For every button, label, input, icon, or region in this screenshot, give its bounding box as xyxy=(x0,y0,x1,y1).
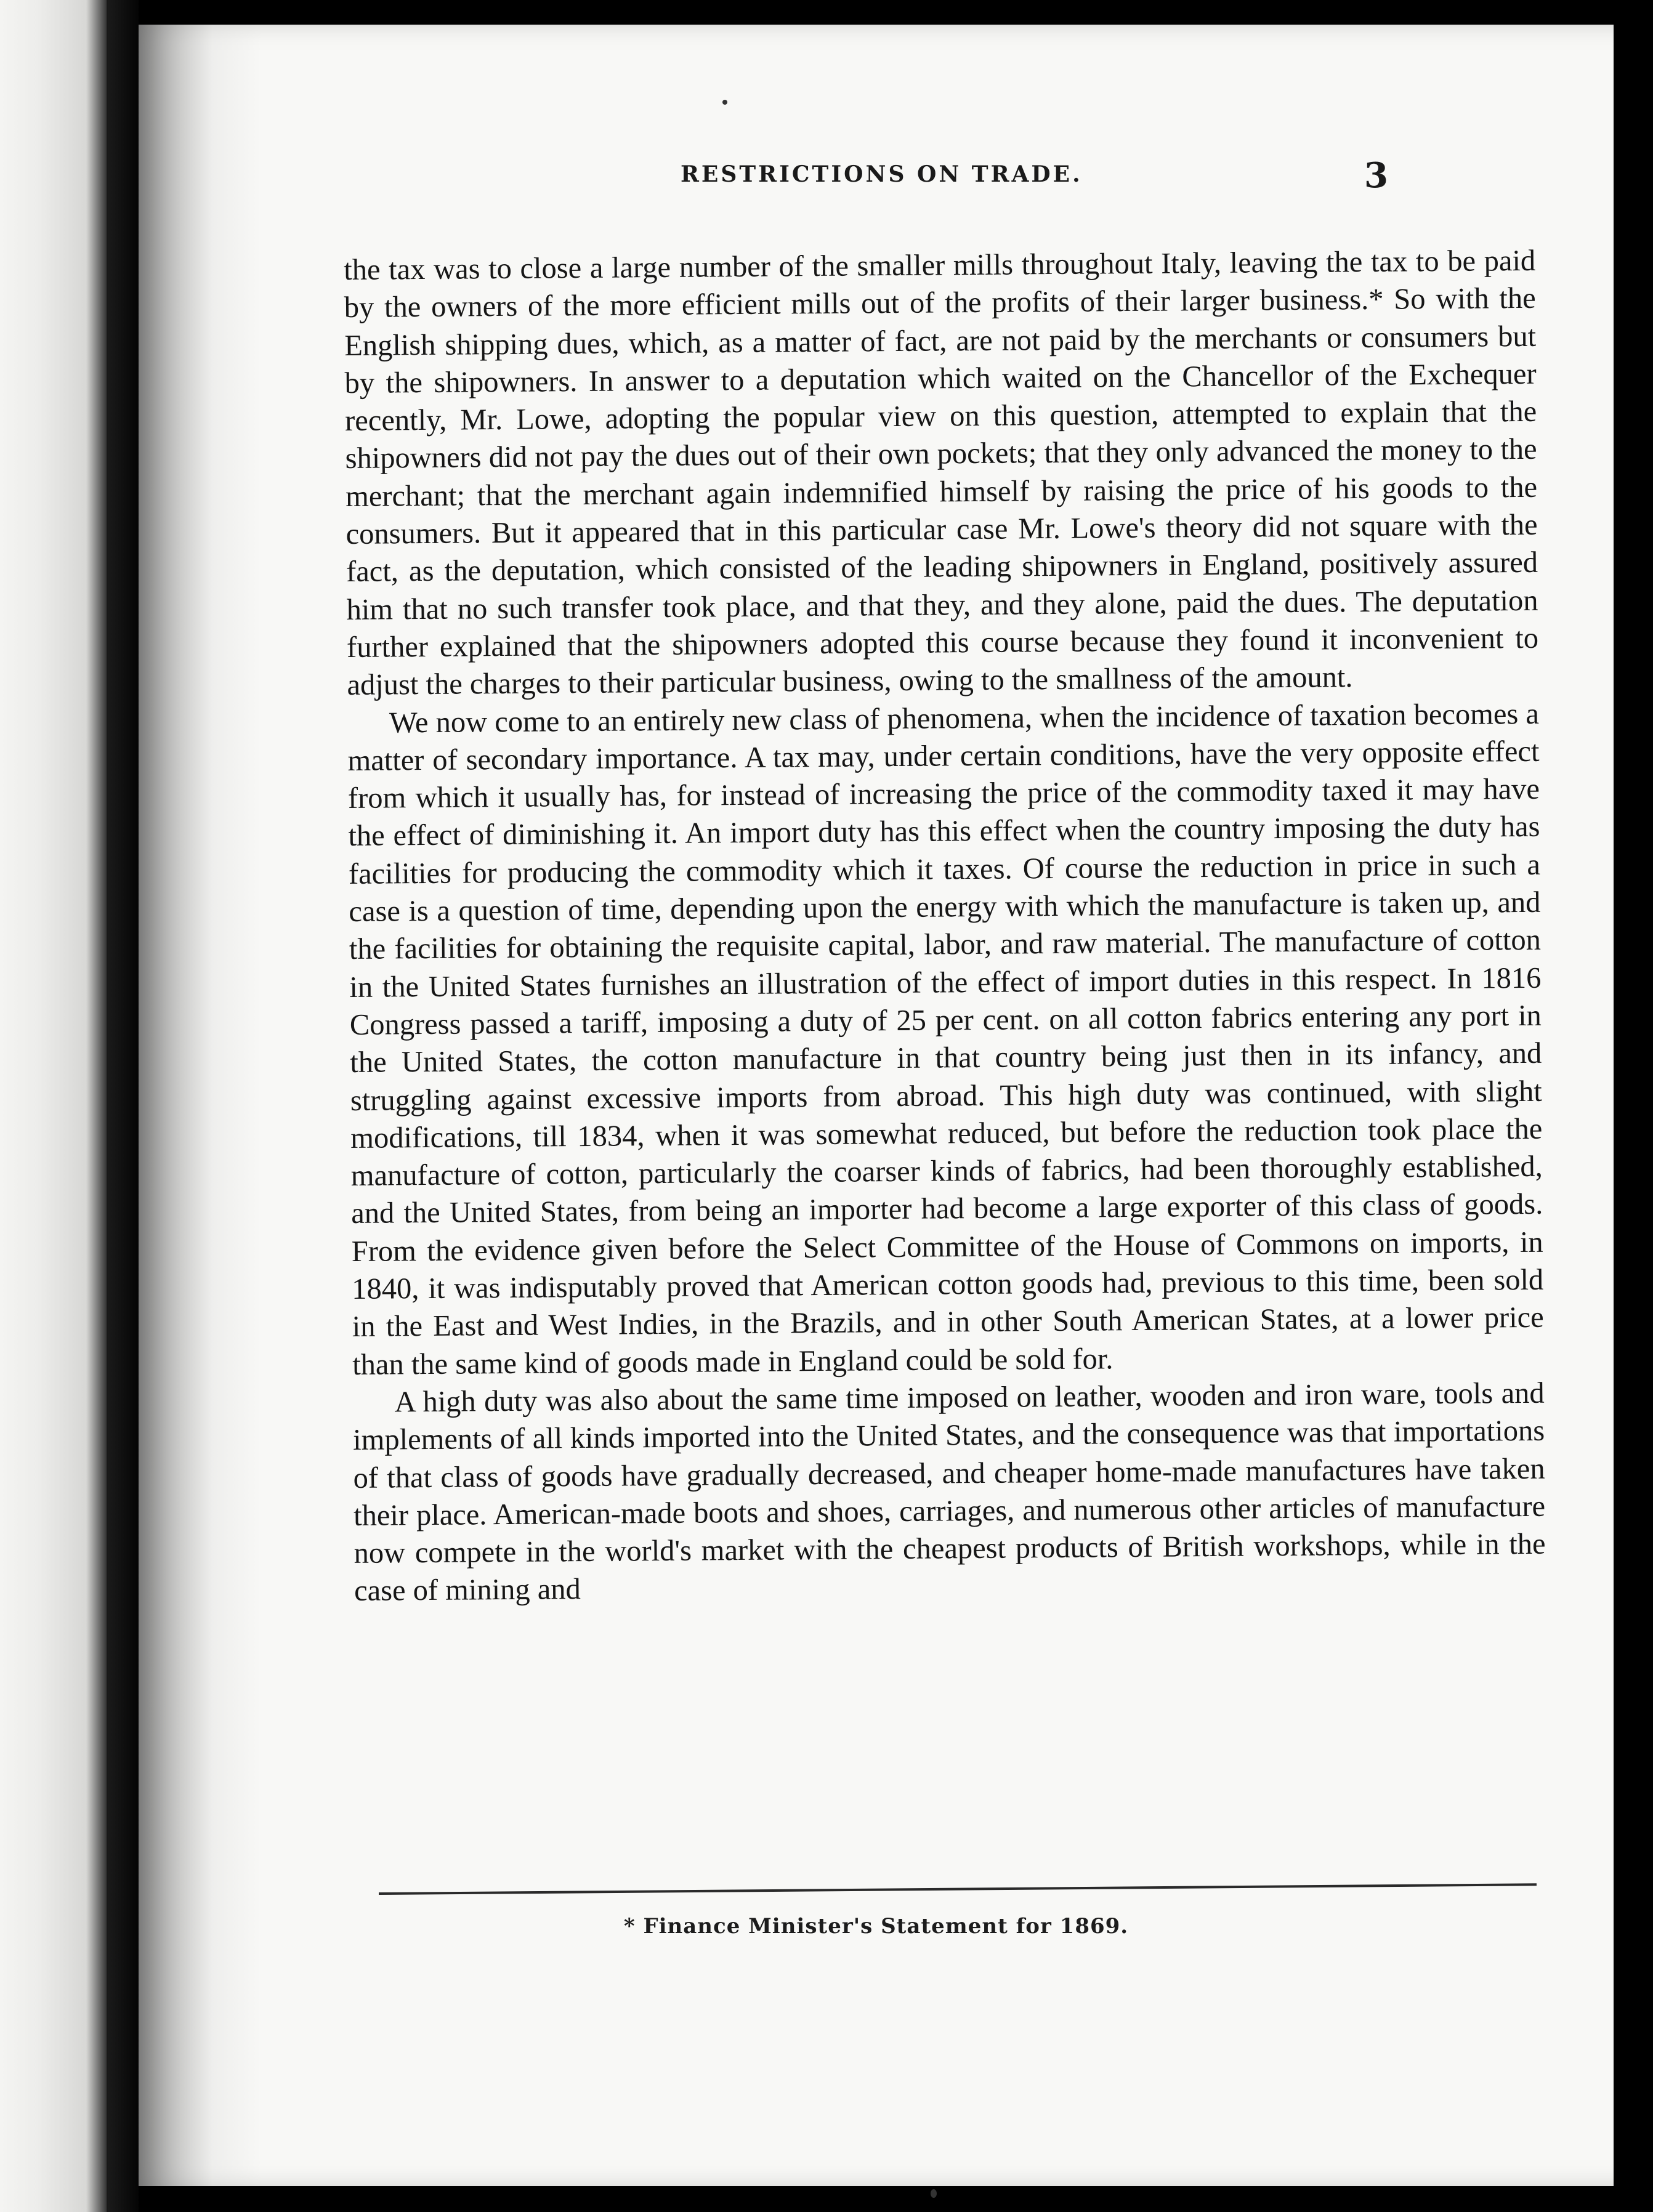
paragraph-2: We now come to an entirely new class of phenomena, when the incidence of taxation becomes a matter of secondary importance. A tax may, under certain conditions, have the very opposite effect from which it usually has, for instead of increasing the price of the commodity taxed it may have the effect of diminishing it. An import duty has this effect when the country imposing the duty has facilities for producing the commodity which it taxes. Of course the reduction in price in such a case is a question of time, depending upon the energy with which the manufacture is taken up, and the facilities for obtaining the requisite capital, labor, and raw material. The manufacture of cotton in the United States furnishes an illustration of the effect of import duties in this respect. In 1816 Congress passed a tariff, imposing a duty of 25 per cent. on all cotton fabrics entering any port in the United States, the cotton manufacture in that country being just then in its infancy, and struggling against excessive imports from abroad. This high duty was continued, with slight modifications, till 1834, when it was somewhat reduced, but before the reduction took place the manufacture of cotton, particularly the coarser kinds of fabrics, had been thoroughly established, and the United States, from being an importer had become a large exporter of this class of goods. From the evidence given before the Select Committee of the House of Commons on imports, in 1840, it was indisputably proved that American cotton goods had, previous to this time, been sold in the East and West Indies, in the Brazils, and in other South American States, at a lower price than the same kind of goods made in England could be sold for. xyxy=(347,697,1544,1381)
paragraph-3: A high duty was also about the same time imposed on leather, wooden and iron ware, tools and implements of all kinds imported into the United States, and the consequence was that importations of that class of goods have gradually decreased, and cheaper home-made manufactures have taken their place. American-made boots and shoes, carriages, and numerous other articles of manufacture now compete in the world's market with the cheapest products of British workshops, while in the case of mining and xyxy=(352,1376,1546,1608)
footnote: * Finance Minister's Statement for 1869. xyxy=(623,1914,1129,1939)
body-text xyxy=(344,242,1546,1610)
page-curl-shadow xyxy=(139,25,262,2186)
book-page xyxy=(139,25,1614,2186)
paragraph-1: the tax was to close a large number of the smaller mills throughout Italy, leaving the tax to be paid by the owners of the more efficient mills out of the profits of their larger business.* So with the English shipping dues, which, as a matter of fact, are not paid by the merchants or consumers but by the shipowners. In answer to a deputation which waited on the Chancellor of the Exchequer recently, Mr. Lowe, adopting the popular view on this question, attempted to explain that the shipowners did not pay the dues out of their own pockets; that they only advanced the money to the merchant; that the merchant again indemnified himself by raising the price of his goods to the consumers. But it appeared that in this particular case Mr. Lowe's theory did not square with the fact, as the deputation, which consisted of the leading shipowners in England, positively assured him that no such transfer took place, and that they, and they alone, paid the dues. The deputation further explained that the shipowners adopted this course because they found it inconvenient to adjust the charges to their particular business, owing to the smallness of the amount. xyxy=(344,244,1539,702)
facing-page-edge xyxy=(0,0,108,2212)
page-header xyxy=(139,155,1614,198)
footnote-rule xyxy=(379,1883,1537,1895)
page-number: 3 xyxy=(1364,155,1388,196)
running-head: RESTRICTIONS ON TRADE. xyxy=(681,161,1083,187)
dust-speck xyxy=(931,2189,937,2198)
book-gutter xyxy=(108,0,139,2212)
dust-speck xyxy=(722,100,727,105)
